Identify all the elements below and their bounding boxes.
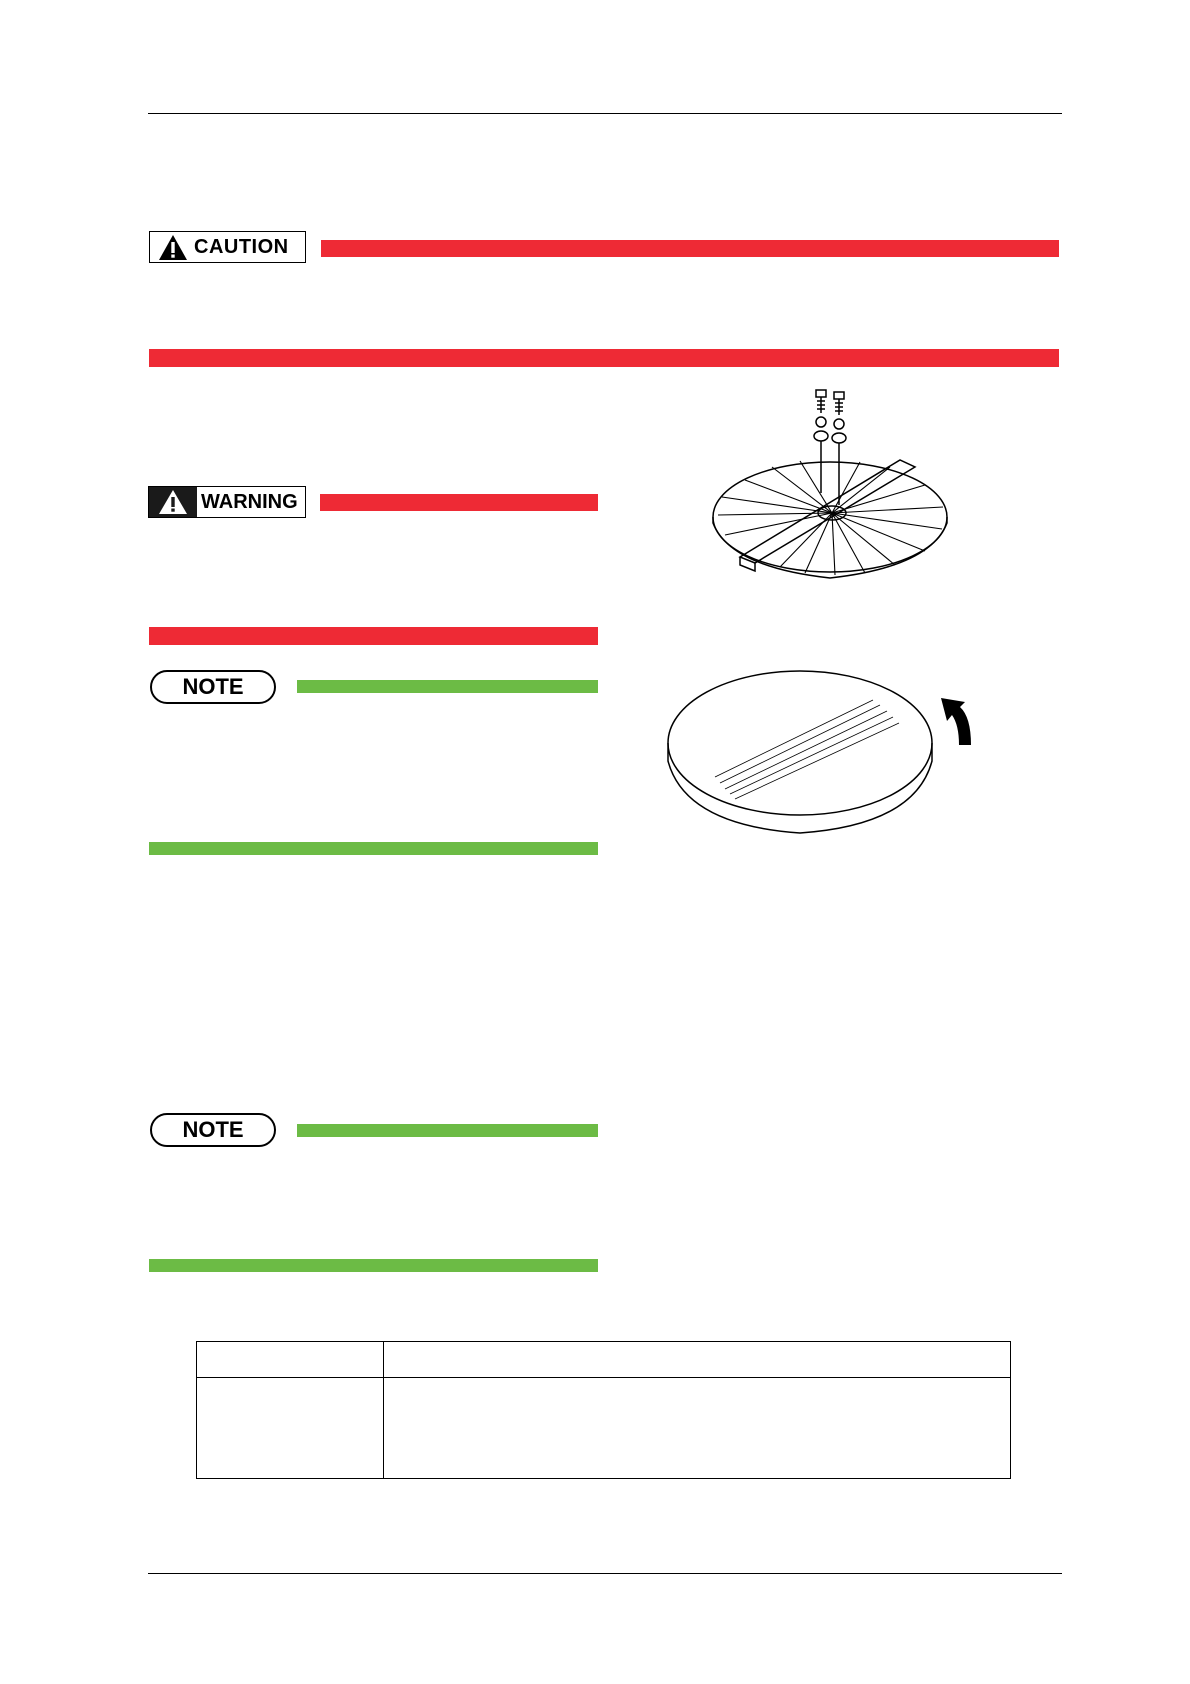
header-rule xyxy=(148,113,1062,114)
table-header-row xyxy=(197,1342,1011,1378)
rotation-arrow-icon xyxy=(941,698,971,745)
spec-table xyxy=(196,1341,1011,1479)
warning-top-bar xyxy=(320,494,598,511)
note-1-top-bar xyxy=(297,680,598,693)
note-2-top-bar xyxy=(297,1124,598,1137)
note-2-bottom-bar xyxy=(149,1259,598,1272)
table-cell xyxy=(197,1378,384,1479)
fan-disc-figure xyxy=(665,665,990,845)
note-1-bottom-bar xyxy=(149,842,598,855)
note-label-2: NOTE xyxy=(150,1113,276,1147)
turbo-fan-figure xyxy=(700,385,960,590)
footer-rule xyxy=(148,1573,1062,1574)
warning-text: WARNING xyxy=(201,490,298,513)
table-header-cell xyxy=(384,1342,1011,1378)
caution-bottom-bar xyxy=(149,349,1059,367)
table-row xyxy=(197,1378,1011,1479)
caution-label xyxy=(149,231,306,263)
caution-top-bar xyxy=(321,240,1059,257)
warning-label xyxy=(148,486,306,518)
bolt-left xyxy=(814,390,828,493)
caution-text: CAUTION xyxy=(194,235,289,258)
bolt-right xyxy=(832,392,846,505)
table-cell xyxy=(384,1378,1011,1479)
table-header-cell xyxy=(197,1342,384,1378)
warning-icon-box xyxy=(149,487,197,517)
note-label-1: NOTE xyxy=(150,670,276,704)
warning-triangle-icon xyxy=(158,489,188,515)
warning-bottom-bar xyxy=(149,627,598,645)
warning-triangle-icon xyxy=(158,234,188,261)
